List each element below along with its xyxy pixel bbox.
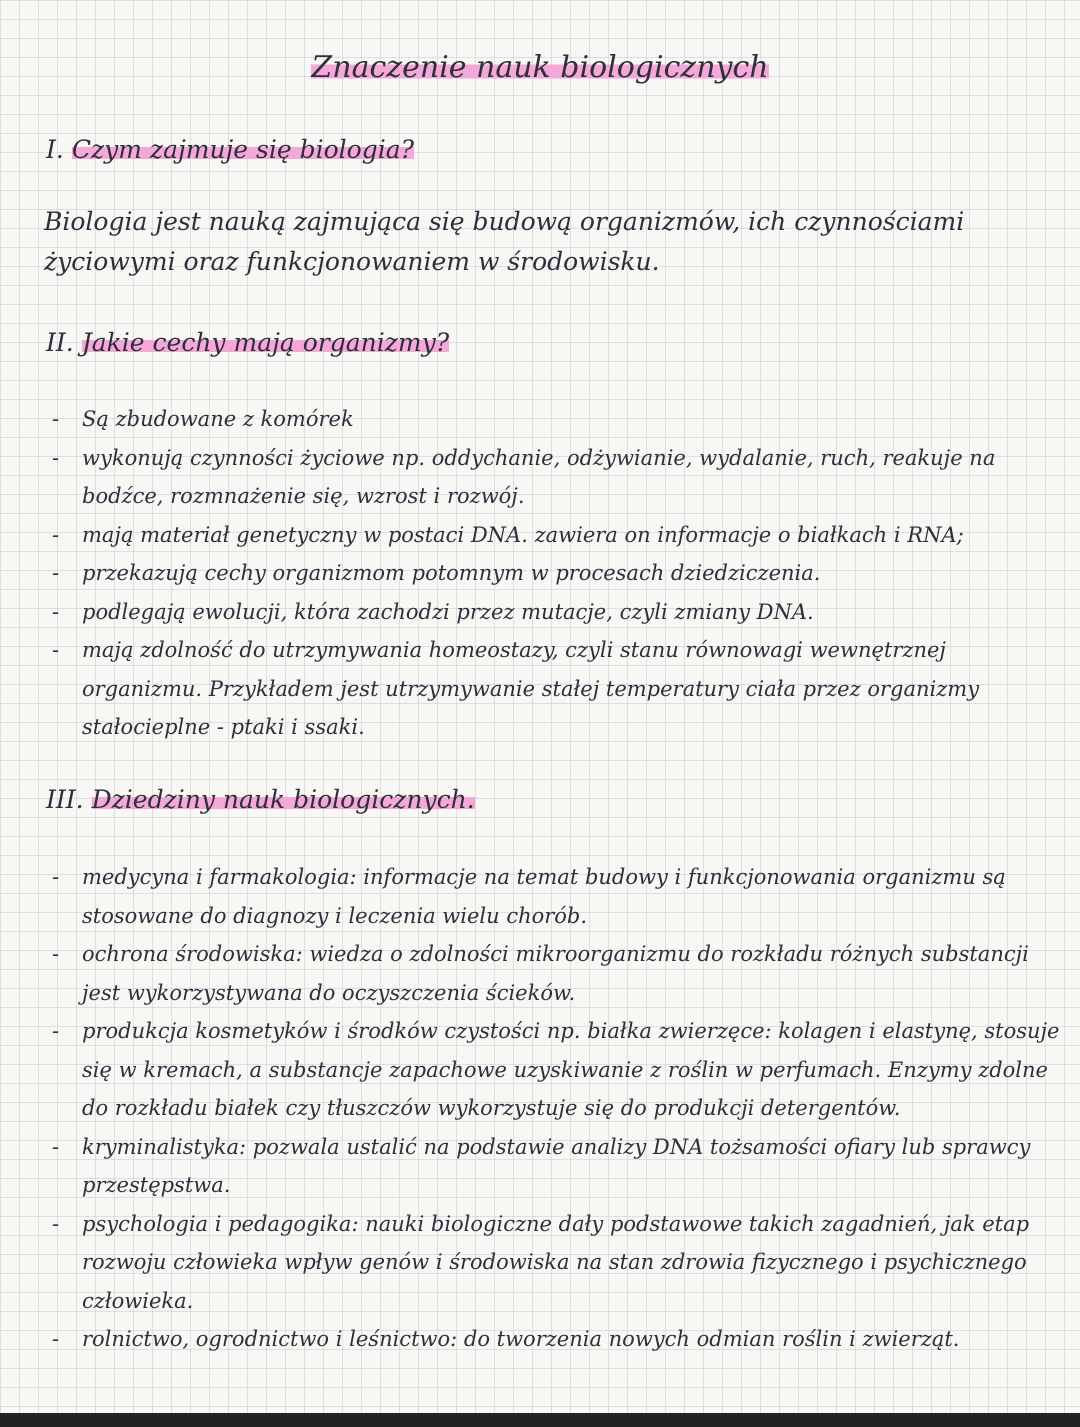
page-title-text: Znaczenie nauk biologicznych	[311, 50, 769, 85]
list-item: - Są zbudowane z komórek	[0, 400, 1080, 439]
list-item: - wykonują czynności życiowe np. oddychanie, odżywianie, wydalanie, ruch, reakuje na bodźce, rozmnażenie się, wzrost i rozwój.	[0, 439, 1080, 516]
list-item: - mają zdolność do utrzymywania homeostazy, czyli stanu równowagi wewnętrznej organizmu. Przykładem jest utrzymywanie stałej temperatury ciała przez organizmy stałocieplne - ptaki i ssaki.	[0, 631, 1080, 747]
section-2-heading-text: Jakie cechy mają organizmy?	[81, 328, 450, 357]
section-1-heading-text: Czym zajmuje się biologia?	[71, 135, 415, 164]
section-1-number: I.	[46, 135, 64, 164]
section-3-number: III.	[46, 785, 84, 814]
section-3-heading	[46, 785, 475, 814]
list-item: - kryminalistyka: pozwala ustalić na podstawie analizy DNA tożsamości ofiary lub sprawcy przestępstwa.	[0, 1128, 1080, 1205]
organism-features-list	[0, 400, 1080, 747]
list-item: - podlegają ewolucji, która zachodzi przez mutacje, czyli zmiany DNA.	[0, 593, 1080, 632]
list-item: - produkcja kosmetyków i środków czystości np. białka zwierzęce: kolagen i elastynę, stosuje się w kremach, a substancje zapachowe uzyskiwanie z roślin w perfumach. Enzymy zdolne do rozkładu białek czy tłuszczów wykorzystuje się do produkcji detergentów.	[0, 1012, 1080, 1128]
list-item: - mają materiał genetyczny w postaci DNA. zawiera on informacje o białkach i RNA;	[0, 516, 1080, 555]
list-item: - psychologia i pedagogika: nauki biologiczne dały podstawowe takich zagadnień, jak etap rozwoju człowieka wpływ genów i środowiska na stan zdrowia fizycznego i psychicznego człowieka.	[0, 1205, 1080, 1321]
section-1-paragraph: Biologia jest nauką zajmująca się budową organizmów, ich czynnościami życiowymi oraz funkcjonowaniem w środowisku.	[44, 207, 965, 276]
list-item: - medycyna i farmakologia: informacje na temat budowy i funkcjonowania organizmu są stosowane do diagnozy i leczenia wielu chorób.	[0, 858, 1080, 935]
list-item: - przekazują cechy organizmom potomnym w procesach dziedziczenia.	[0, 554, 1080, 593]
page-title	[0, 50, 1080, 85]
list-item: - rolnictwo, ogrodnictwo i leśnictwo: do tworzenia nowych odmian roślin i zwierząt.	[0, 1320, 1080, 1359]
section-3-heading-text: Dziedziny nauk biologicznych.	[91, 785, 475, 814]
section-2-number: II.	[46, 328, 74, 357]
section-2-heading	[46, 328, 449, 357]
biology-fields-list	[0, 858, 1080, 1359]
section-1-heading	[46, 135, 414, 164]
scan-bottom-edge	[0, 1413, 1080, 1427]
list-item: - ochrona środowiska: wiedza o zdolności mikroorganizmu do rozkładu różnych substancji jest wykorzystywana do oczyszczenia ścieków.	[0, 935, 1080, 1012]
